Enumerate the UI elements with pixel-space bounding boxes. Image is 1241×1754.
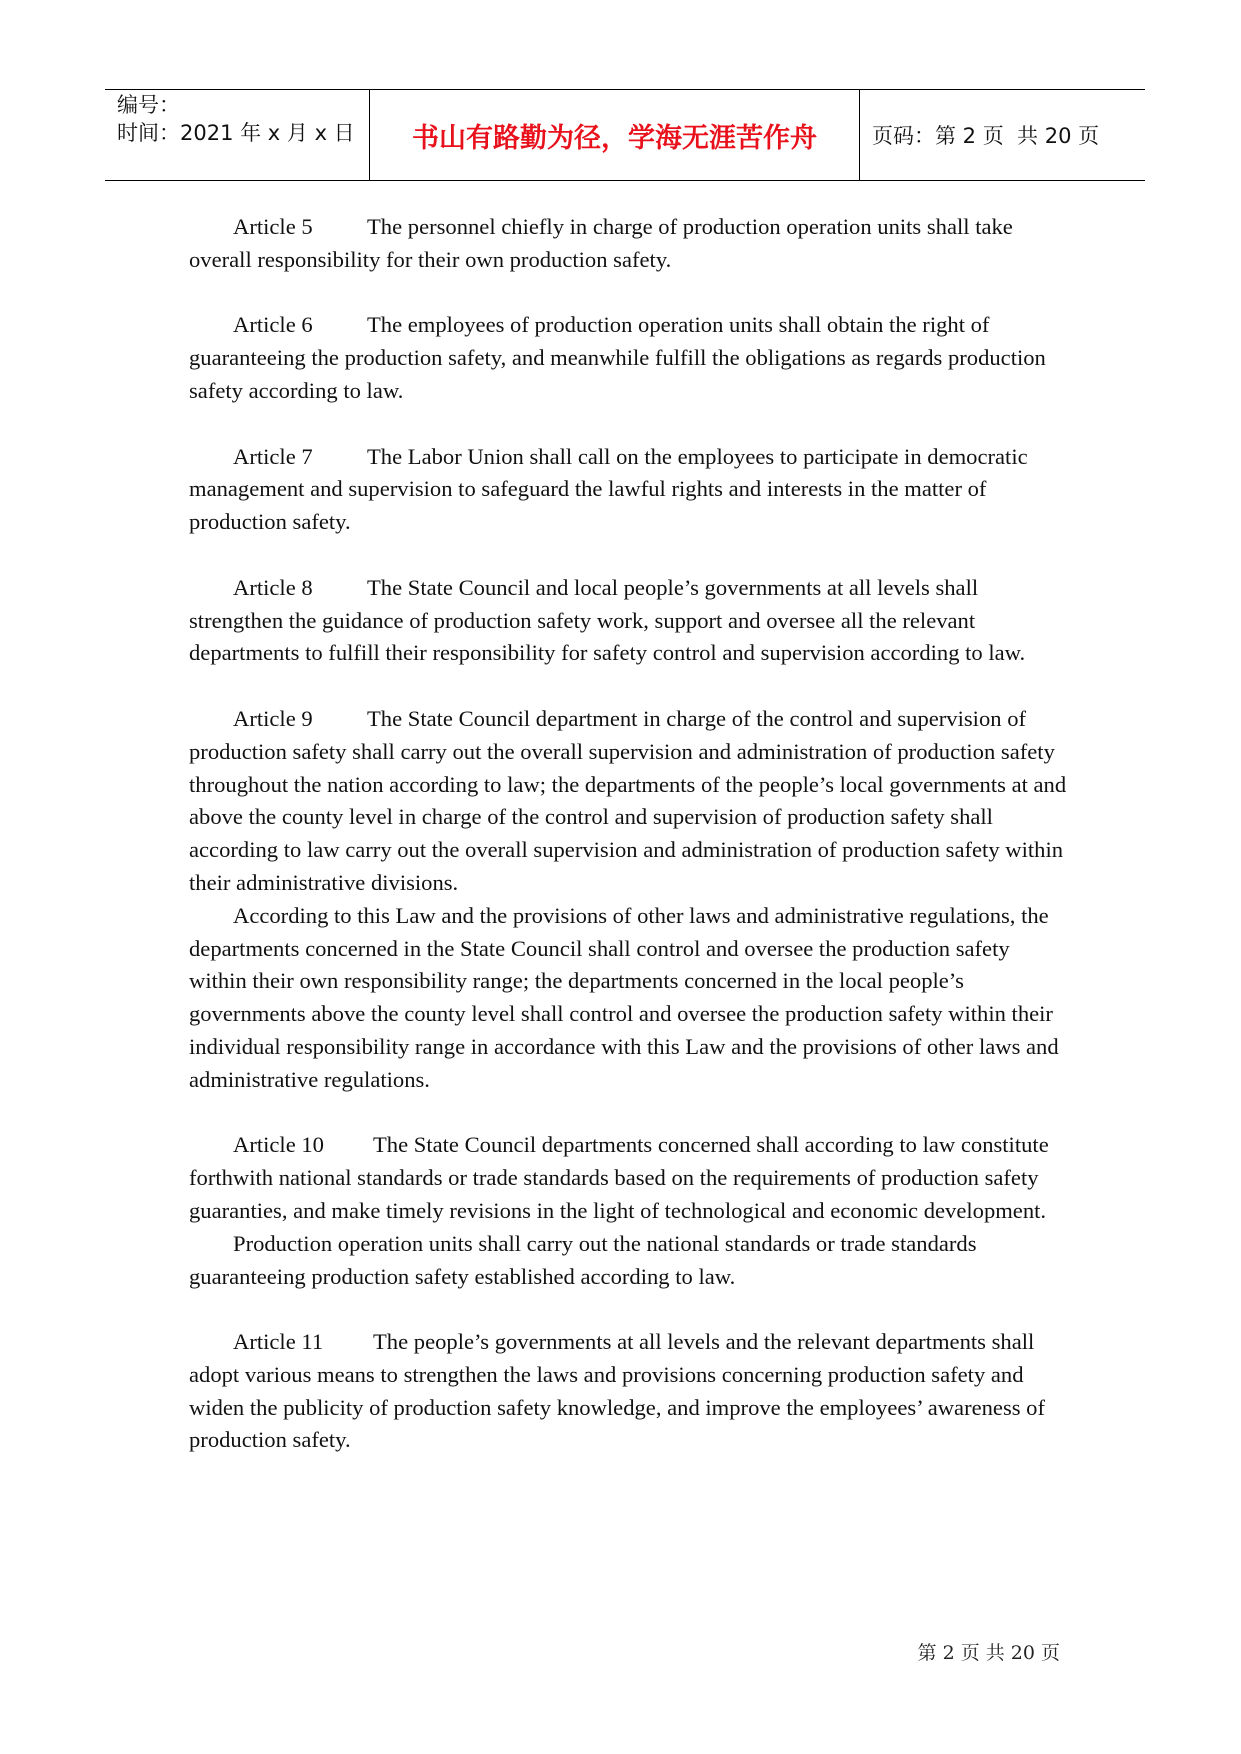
article-block	[189, 572, 1069, 670]
article-block	[189, 703, 1069, 1097]
article-text: The State Council and local people’s governments at all levels shall strengthen the guidance of production safety work, support and oversee all the relevant departments to fulfill their responsibility for safety control and supervision according to law.	[189, 574, 1026, 666]
article-number: Article 11	[233, 1329, 324, 1355]
document-number-label: 编号：	[117, 93, 180, 117]
article-text: The personnel chiefly in charge of production operation units shall take overall responsibility for their own production safety.	[189, 214, 1013, 272]
page-header	[105, 89, 1145, 181]
article-paragraph	[189, 703, 1069, 900]
header-meta	[105, 90, 369, 180]
article-number: Article 5	[233, 214, 313, 239]
article-paragraph	[189, 441, 1069, 539]
article-paragraph	[189, 1326, 1069, 1457]
article-text: The people’s governments at all levels and the relevant departments shall adopt various means to strengthen the laws and provisions concerning production safety and widen the publicity of production safety knowledge, and improve the employees’ awareness of production safety.	[189, 1329, 1046, 1453]
article-paragraph	[189, 1129, 1069, 1227]
article-number: Article 8	[233, 574, 313, 600]
article-text: According to this Law and the provisions of other laws and administrative regulations, the departments concerned in the State Council shall control and oversee the production safety within their own responsibility range; the departments concerned in the local people’s governments above the county level shall control and oversee the production safety within their individual responsibility range in accordance with this Law and the provisions of other laws and administrative regulations.	[189, 902, 1059, 1092]
article-paragraph	[189, 309, 1069, 407]
article-paragraph	[189, 211, 1069, 277]
article-block	[189, 309, 1069, 407]
header-page-number: 页码：第 2 页 共 20 页	[872, 124, 1100, 148]
article-number: Article 10	[233, 1132, 324, 1158]
page-footer: 第 2 页 共 20 页	[917, 1642, 1060, 1664]
article-text: The Labor Union shall call on the employees to participate in democratic management and supervision to safeguard the lawful rights and interests in the matter of production safety.	[189, 443, 1028, 535]
article-block	[189, 1326, 1069, 1457]
article-text: Production operation units shall carry out the national standards or trade standards guaranteeing production safety established according to law.	[189, 1230, 977, 1289]
article-text: The employees of production operation units shall obtain the right of guaranteeing the production safety, and meanwhile fulfill the obligations as regards production safety according to law.	[189, 312, 1046, 403]
header-motto: 书山有路勤为径，学海无涯苦作舟	[369, 90, 860, 180]
document-body	[189, 211, 1069, 1490]
article-block	[189, 211, 1069, 277]
article-number: Article 6	[233, 312, 313, 338]
document-time-label: 时间：2021 年 x 月 x 日	[117, 121, 355, 145]
article-paragraph	[189, 572, 1069, 670]
article-block	[189, 441, 1069, 539]
article-block	[189, 1129, 1069, 1293]
article-paragraph	[189, 1228, 1069, 1294]
article-number: Article 9	[233, 705, 313, 731]
article-text: The State Council department in charge of the control and supervision of production safety shall carry out the overall supervision and administration of production safety throughout the nation according to law; the departments of the people’s local governments at and above the county level in charge of the control and supervision of production safety shall according to law carry out the overall supervision and administration of production safety within their administrative divisions.	[189, 705, 1067, 895]
article-paragraph	[189, 900, 1069, 1097]
article-text: The State Council departments concerned shall according to law constitute forthwith national standards or trade standards based on the requirements of production safety guaranties, and make timely revisions in the light of technological and economic development.	[189, 1132, 1049, 1223]
article-number: Article 7	[233, 443, 313, 469]
